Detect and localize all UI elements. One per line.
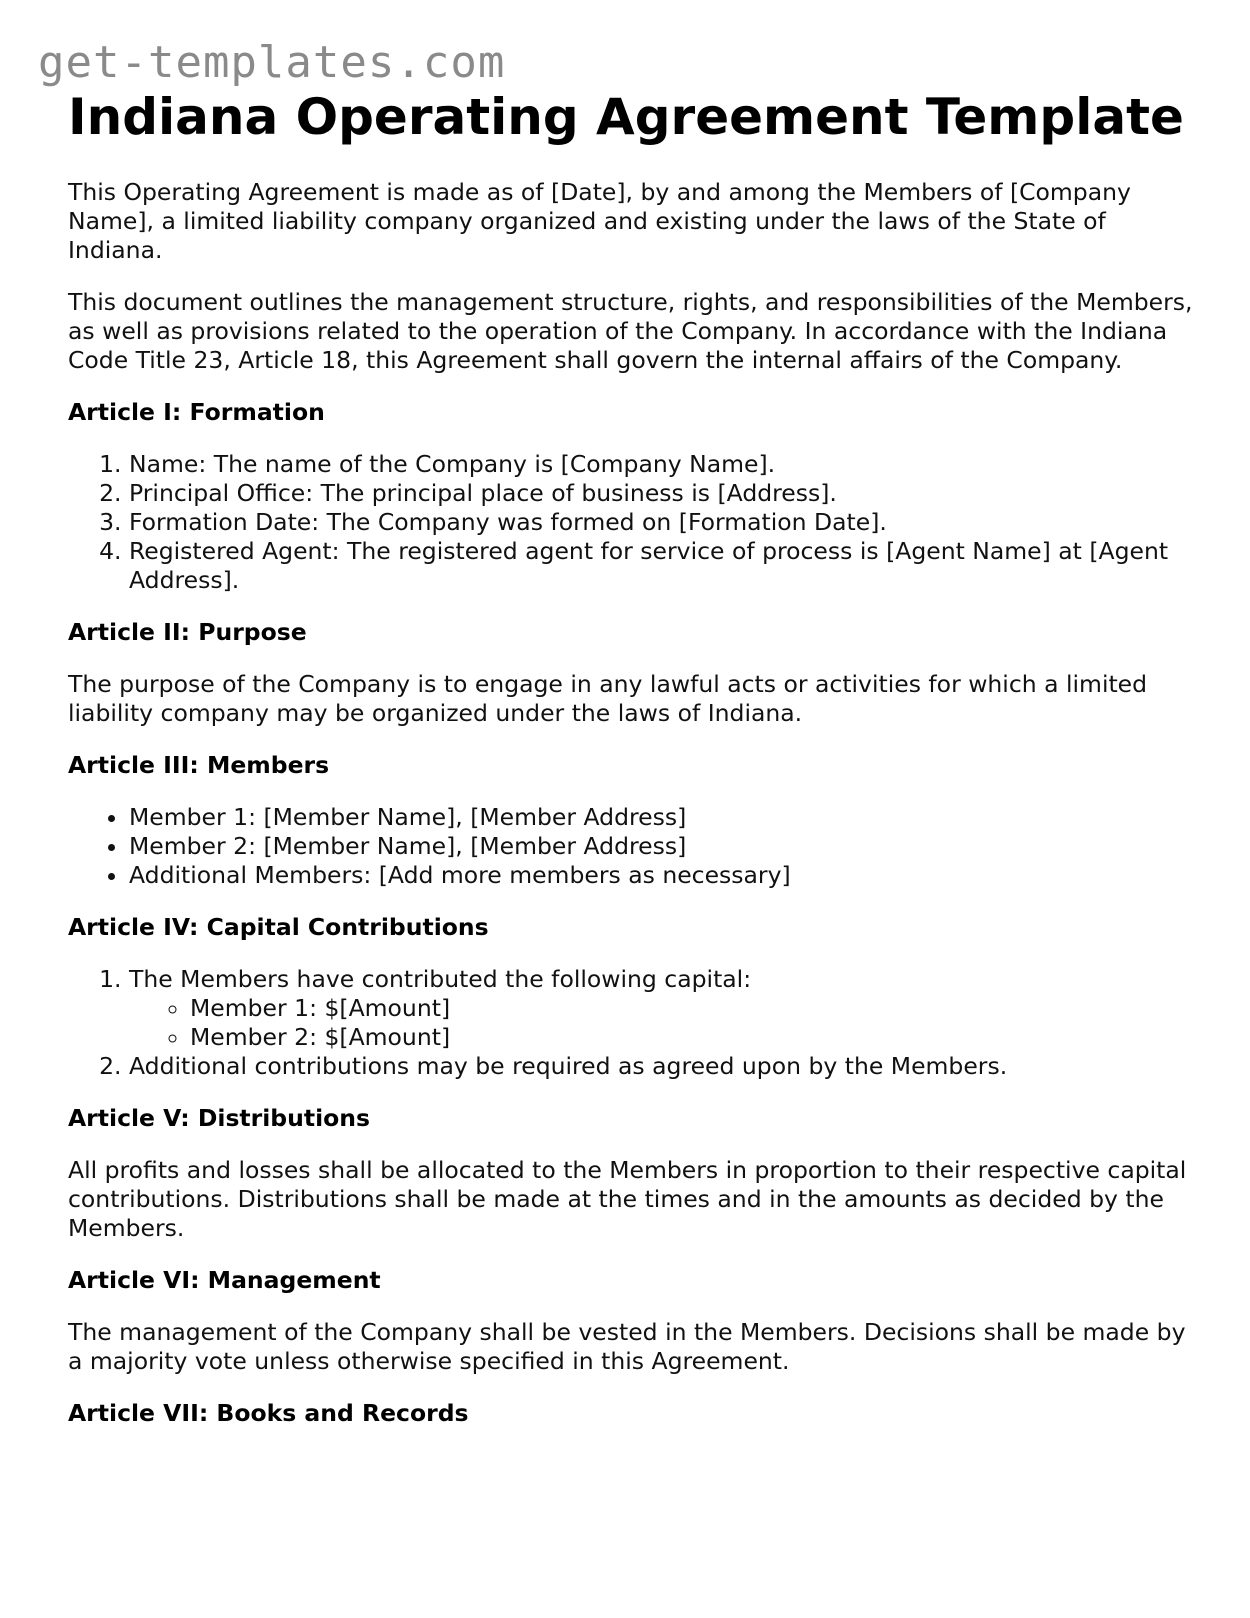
article-4-list — [68, 965, 1193, 1081]
document-body — [68, 84, 1193, 1451]
list-item: 2. Principal Office: The principal place of business is [Address]. — [129, 479, 1193, 508]
list-item: • Additional Members: [Add more members as necessary] — [129, 861, 1193, 890]
article-5-text: All profits and losses shall be allocated to the Members in proportion to their respective capital contributions. Distributions shall be made at the times and in the amounts as decided by the Members. — [68, 1156, 1187, 1242]
sublist-item: ◦ Member 1: $[Amount] — [190, 994, 1193, 1023]
list-item — [129, 965, 1193, 1052]
list-item-text: The Members have contributed the following capital: — [129, 965, 752, 993]
article-1-list — [68, 450, 1193, 595]
intro-paragraph-1: This Operating Agreement is made as of [Date], by and among the Members of [Company Name], a limited liability company organized and existing under the laws of the State of Indiana. — [68, 178, 1131, 264]
article-3-heading: Article III: Members — [68, 751, 330, 779]
list-item: 2. Additional contributions may be required as agreed upon by the Members. — [129, 1052, 1193, 1081]
list-item: 1. Name: The name of the Company is [Company Name]. — [129, 450, 1193, 479]
article-2-text: The purpose of the Company is to engage in any lawful acts or activities for which a limited liability company may be organized under the laws of Indiana. — [68, 670, 1148, 727]
intro-paragraph-2: This document outlines the management structure, rights, and responsibilities of the Members, as well as provisions related to the operation of the Company. In accordance with the Indiana Code Title 23, Article 18, this Agreement shall govern the internal affairs of the Company. — [68, 288, 1193, 374]
list-item: 4. Registered Agent: The registered agent for service of process is [Agent Name] at [Agent Address]. — [129, 537, 1193, 595]
article-6-text: The management of the Company shall be vested in the Members. Decisions shall be made by a majority vote unless otherwise specified in this Agreement. — [68, 1318, 1186, 1375]
article-5-heading: Article V: Distributions — [68, 1104, 371, 1132]
article-6-heading: Article VI: Management — [68, 1266, 381, 1294]
list-item: • Member 2: [Member Name], [Member Address] — [129, 832, 1193, 861]
article-3-list — [68, 803, 1193, 890]
article-2-heading: Article II: Purpose — [68, 618, 307, 646]
article-4-sublist — [129, 994, 1193, 1052]
list-item: 3. Formation Date: The Company was formed on [Formation Date]. — [129, 508, 1193, 537]
watermark-logo-text: get-templates.com — [38, 37, 506, 88]
page-title: Indiana Operating Agreement Template — [68, 88, 1184, 146]
article-1-heading: Article I: Formation — [68, 398, 325, 426]
article-7-heading: Article VII: Books and Records — [68, 1399, 469, 1427]
list-item: • Member 1: [Member Name], [Member Address] — [129, 803, 1193, 832]
article-4-heading: Article IV: Capital Contributions — [68, 913, 489, 941]
sublist-item: ◦ Member 2: $[Amount] — [190, 1023, 1193, 1052]
